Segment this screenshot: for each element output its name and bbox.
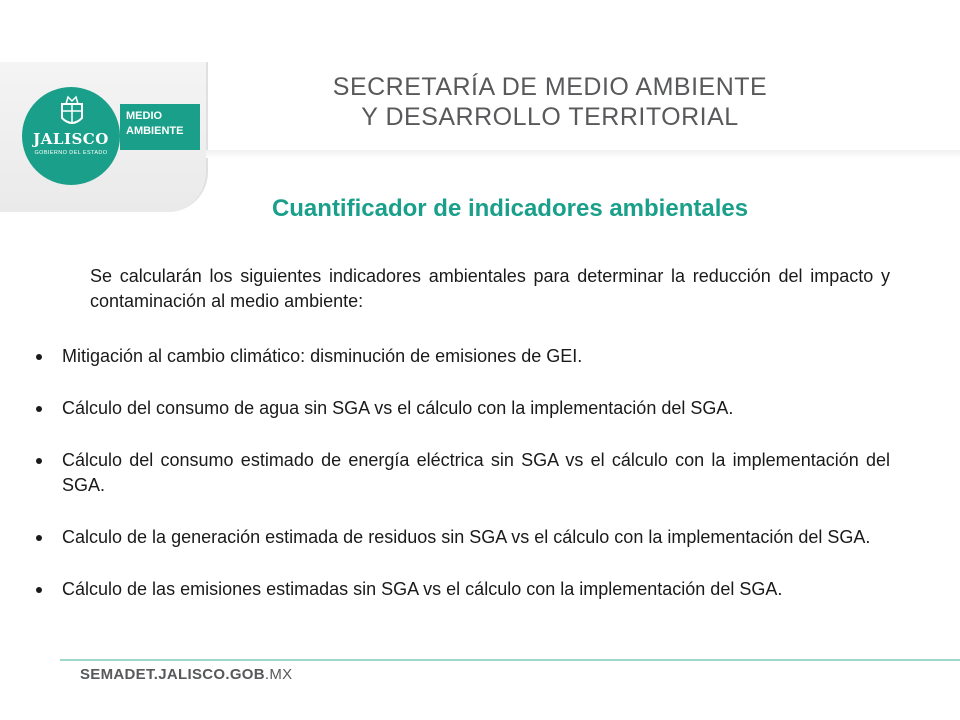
footer-website-domain: SEMADET.JALISCO.GOB — [80, 666, 265, 683]
bullet-icon — [36, 458, 42, 464]
bullet-icon — [36, 354, 42, 360]
footer-website — [80, 666, 292, 683]
bullet-icon — [36, 587, 42, 593]
list-item-text: Cálculo del consumo estimado de energía eléctrica sin SGA vs el cálculo con la implementación del SGA. — [62, 450, 890, 495]
list-item — [34, 448, 890, 498]
agency-title-line-2: Y DESARROLLO TERRITORIAL — [361, 103, 739, 131]
header-shadow — [206, 150, 960, 158]
slide-title: Cuantificador de indicadores ambientales — [271, 195, 749, 222]
bullet-icon — [36, 406, 42, 412]
agency-title-line-1: SECRETARÍA DE MEDIO AMBIENTE — [332, 73, 768, 101]
list-item-text: Mitigación al cambio climático: disminución de emisiones de GEI. — [62, 346, 583, 366]
list-item-text: Cálculo del consumo de agua sin SGA vs el cálculo con la implementación del SGA. — [62, 398, 734, 418]
logo-wordmark: JALISCO — [33, 130, 109, 148]
footer-divider — [60, 659, 960, 661]
intro-paragraph: Se calcularán los siguientes indicadores ambientales para determinar la reducción del impacto y contaminación al medio ambiente: — [90, 266, 890, 311]
list-item-text: Cálculo de las emisiones estimadas sin SGA vs el cálculo con la implementación del SGA. — [62, 579, 783, 599]
list-item-text: Calculo de la generación estimada de residuos sin SGA vs el cálculo con la implementación del SGA. — [62, 527, 871, 547]
badge-line-1: MEDIO — [126, 110, 163, 122]
list-item — [34, 344, 890, 369]
coat-of-arms-icon — [58, 94, 86, 132]
list-item — [34, 525, 890, 550]
medio-ambiente-badge — [120, 104, 200, 150]
footer-website-tld: .MX — [264, 666, 293, 683]
list-item — [34, 396, 890, 421]
agency-title — [300, 72, 800, 132]
indicator-list — [34, 344, 890, 629]
logo-subtitle: GOBIERNO DEL ESTADO — [34, 150, 108, 156]
bullet-icon — [36, 535, 42, 541]
badge-line-2: AMBIENTE — [126, 125, 184, 137]
list-item — [34, 577, 890, 602]
